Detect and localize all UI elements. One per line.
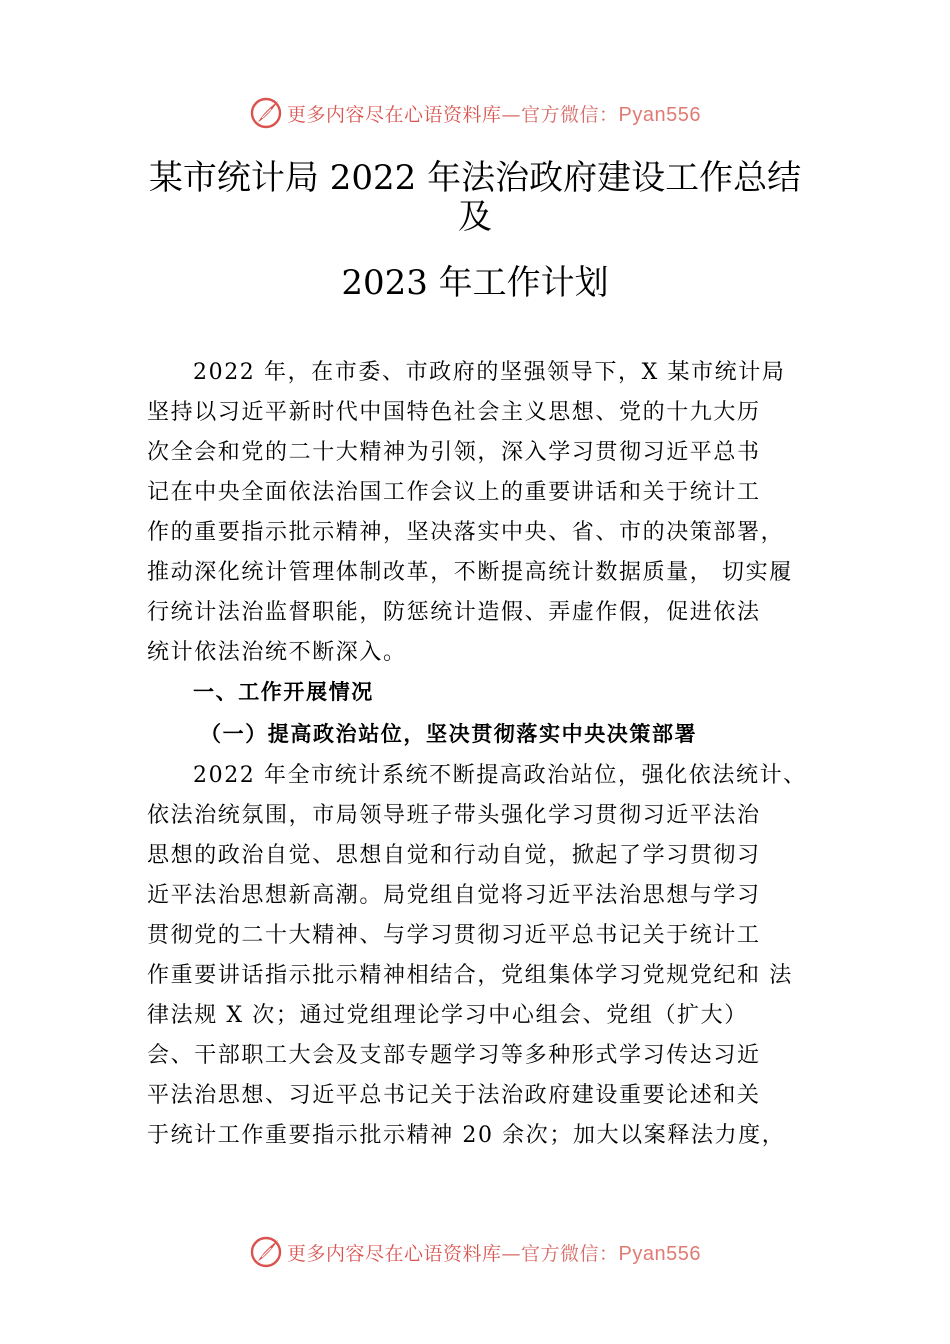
document-title-line-2: 及	[458, 197, 492, 237]
paragraph-line: 于统计工作重要指示批示精神 20 余次；加大以案释法力度，	[147, 1123, 786, 1148]
watermark-footer	[0, 1232, 950, 1272]
quill-logo-icon	[249, 1235, 283, 1269]
paragraph-line: 统计依法治统不断深入。	[147, 640, 407, 665]
paragraph-line: 依法治统氛围，市局领导班子带头强化学习贯彻习近平法治	[147, 803, 761, 828]
watermark-header	[0, 93, 950, 133]
paragraph-line: 近平法治思想新高潮。局党组自觉将习近平法治思想与学习	[147, 883, 761, 908]
document-title-line-1: 某市统计局 2022 年法治政府建设工作总结	[148, 158, 802, 198]
paragraph-line: 推动深化统计管理体制改革，不断提高统计数据质量， 切实履	[147, 560, 793, 585]
paragraph-line: 律法规 X 次；通过党组理论学习中心组会、党组（扩大）	[147, 1003, 748, 1028]
paragraph-line: 贯彻党的二十大精神、与学习贯彻习近平总书记关于统计工	[147, 923, 761, 948]
paragraph-line: 会、干部职工大会及支部专题学习等多种形式学习传达习近	[147, 1043, 761, 1068]
paragraph-line: 思想的政治自觉、思想自觉和行动自觉，掀起了学习贯彻习	[147, 843, 761, 868]
paragraph-line: 记在中央全面依法治国工作会议上的重要讲话和关于统计工	[147, 480, 761, 505]
document-title-line-3: 2023 年工作计划	[341, 263, 609, 303]
paragraph-line: 次全会和党的二十大精神为引领，深入学习贯彻习近平总书	[147, 440, 761, 465]
watermark-text: 更多内容尽在心语资料库—官方微信：Pyan556	[287, 1242, 701, 1265]
quill-logo-icon	[249, 96, 283, 130]
paragraph-line: 平法治思想、习近平总书记关于法治政府建设重要论述和关	[147, 1083, 761, 1108]
paragraph-line: 坚持以习近平新时代中国特色社会主义思想、党的十九大历	[147, 400, 761, 425]
watermark-text: 更多内容尽在心语资料库—官方微信：Pyan556	[287, 103, 701, 126]
paragraph-line: 作的重要指示批示精神，坚决落实中央、省、市的决策部署，	[147, 520, 785, 545]
paragraph-line: 作重要讲话指示批示精神相结合，党组集体学习党规党纪和 法	[147, 963, 793, 988]
paragraph-line: 2022 年，在市委、市政府的坚强领导下，X 某市统计局	[193, 360, 786, 385]
paragraph-line: 行统计法治监督职能，防惩统计造假、弄虚作假，促进依法	[147, 600, 761, 625]
subsection-heading: （一）提高政治站位，坚决贯彻落实中央决策部署	[200, 721, 698, 746]
paragraph-line: 2022 年全市统计系统不断提高政治站位，强化依法统计、	[193, 763, 807, 788]
section-heading: 一、工作开展情况	[193, 680, 374, 704]
